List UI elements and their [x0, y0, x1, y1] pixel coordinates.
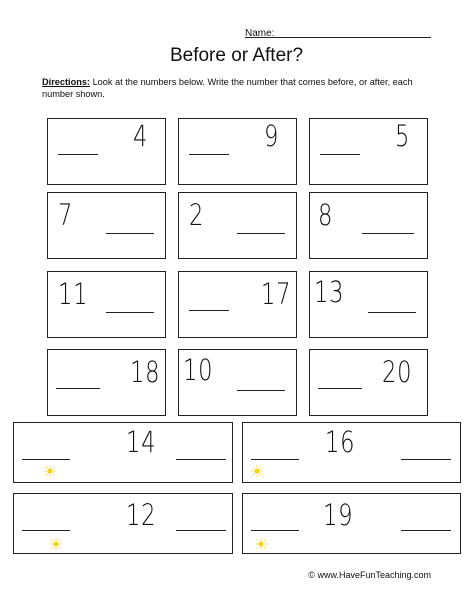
- number-box-wide: [13, 422, 233, 483]
- answer-blank[interactable]: [58, 154, 98, 155]
- answer-blank-after[interactable]: [401, 530, 451, 531]
- number-box-wide: [242, 493, 461, 554]
- number-box: [309, 349, 428, 416]
- answer-blank-before[interactable]: [22, 530, 70, 531]
- given-number: 8: [318, 198, 334, 232]
- answer-blank[interactable]: [368, 312, 416, 313]
- answer-blank[interactable]: [106, 233, 154, 234]
- given-number: 19: [323, 498, 354, 532]
- given-number: 4: [133, 119, 149, 153]
- number-box-wide: [13, 493, 233, 554]
- given-number: 10: [183, 353, 214, 387]
- copyright-footer: © www.HaveFunTeaching.com: [308, 570, 431, 580]
- given-number: 2: [189, 198, 205, 232]
- number-box: [47, 349, 166, 416]
- given-number: 18: [130, 355, 161, 389]
- sun-icon: [44, 465, 56, 477]
- answer-blank-before[interactable]: [22, 459, 70, 460]
- given-number: 7: [58, 198, 74, 232]
- answer-blank[interactable]: [237, 390, 285, 391]
- answer-blank-after[interactable]: [401, 459, 451, 460]
- number-box: [309, 118, 428, 185]
- number-box: [47, 118, 166, 185]
- answer-blank-before[interactable]: [251, 530, 299, 531]
- number-box: [309, 271, 428, 338]
- name-label: Name:: [245, 28, 275, 39]
- sun-icon: [50, 538, 62, 550]
- answer-blank-after[interactable]: [176, 530, 226, 531]
- given-number: 20: [382, 355, 413, 389]
- answer-blank[interactable]: [320, 154, 360, 155]
- answer-blank[interactable]: [56, 388, 100, 389]
- number-box: [47, 192, 166, 259]
- answer-blank[interactable]: [362, 233, 414, 234]
- directions-text: Look at the numbers below. Write the number that comes before, or after, each number shown.: [42, 77, 413, 99]
- directions: [42, 76, 432, 100]
- number-box: [178, 192, 297, 259]
- answer-blank[interactable]: [106, 312, 154, 313]
- number-box: [178, 271, 297, 338]
- number-box: [309, 192, 428, 259]
- answer-blank-after[interactable]: [176, 459, 226, 460]
- sun-icon: [251, 465, 263, 477]
- given-number: 11: [58, 277, 89, 311]
- worksheet-title: Before or After?: [169, 45, 304, 66]
- number-box-wide: [242, 422, 461, 483]
- given-number: 16: [325, 425, 356, 459]
- given-number: 9: [264, 119, 280, 153]
- given-number: 12: [126, 498, 157, 532]
- number-box: [178, 349, 297, 416]
- answer-blank-before[interactable]: [251, 459, 299, 460]
- given-number: 13: [314, 275, 345, 309]
- number-box: [47, 271, 166, 338]
- answer-blank[interactable]: [237, 233, 285, 234]
- sun-icon: [255, 538, 267, 550]
- given-number: 17: [261, 277, 292, 311]
- given-number: 5: [395, 119, 411, 153]
- answer-blank[interactable]: [189, 310, 229, 311]
- answer-blank[interactable]: [318, 388, 362, 389]
- number-box: [178, 118, 297, 185]
- name-field-line: [245, 37, 431, 38]
- directions-label: Directions:: [42, 77, 90, 87]
- given-number: 14: [126, 425, 157, 459]
- answer-blank[interactable]: [189, 154, 229, 155]
